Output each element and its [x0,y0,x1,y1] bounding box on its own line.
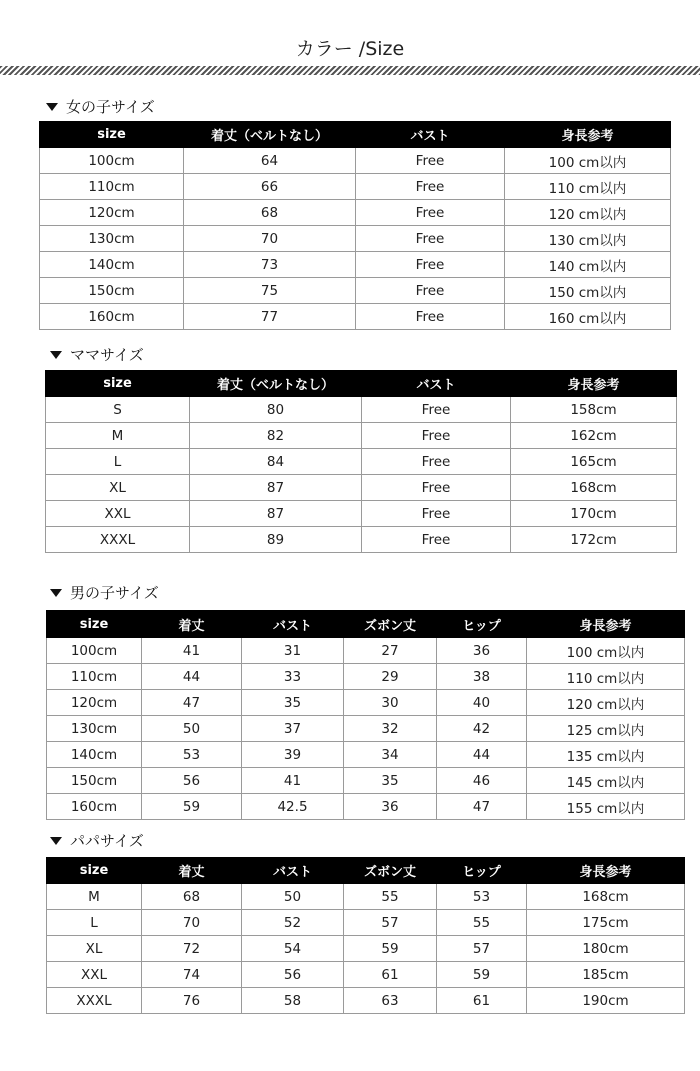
table-cell: 33 [242,664,344,690]
table-cell: 36 [344,794,437,820]
column-header: size [46,371,190,397]
table-cell: Free [362,397,511,423]
section-heading [50,582,159,603]
table-cell: 56 [242,962,344,988]
table-cell: 59 [437,962,527,988]
table-row [46,423,677,449]
triangle-down-icon [50,351,62,359]
table-cell: 160 cm以内 [505,304,671,330]
table-header-row [47,611,685,638]
column-header: 着丈 [142,858,242,884]
table-cell: 52 [242,910,344,936]
table-cell: 180cm [527,936,685,962]
triangle-down-icon [50,837,62,845]
table-cell: M [46,423,190,449]
table-cell: 100cm [47,638,142,664]
table-row [47,962,685,988]
table-cell: 50 [142,716,242,742]
table-row [40,304,671,330]
table-cell: 70 [142,910,242,936]
table-cell: 158cm [511,397,677,423]
table-cell: Free [356,304,505,330]
table-cell: 53 [142,742,242,768]
table-cell: 140cm [40,252,184,278]
table-cell: 87 [190,501,362,527]
table-cell: XXXL [47,988,142,1014]
table-cell: 55 [437,910,527,936]
table-cell: Free [356,252,505,278]
table-cell: 55 [344,884,437,910]
table-cell: S [46,397,190,423]
table-cell: 73 [184,252,356,278]
table-cell: 120 cm以内 [527,690,685,716]
table-row [40,148,671,174]
section-title: 女の子サイズ [66,98,155,116]
table-cell: 53 [437,884,527,910]
table-cell: 63 [344,988,437,1014]
table-cell: 70 [184,226,356,252]
table-row [40,252,671,278]
table-cell: 44 [142,664,242,690]
table-cell: 27 [344,638,437,664]
table-cell: 140 cm以内 [505,252,671,278]
table-cell: 110cm [47,664,142,690]
table-cell: Free [362,475,511,501]
table-cell: Free [362,527,511,553]
table-cell: 57 [344,910,437,936]
table-cell: 110cm [40,174,184,200]
table-cell: 36 [437,638,527,664]
table-cell: 120 cm以内 [505,200,671,226]
table-cell: 61 [437,988,527,1014]
table-cell: 41 [242,768,344,794]
table-cell: 87 [190,475,362,501]
table-cell: 130cm [47,716,142,742]
table-cell: 160cm [40,304,184,330]
table-cell: 185cm [527,962,685,988]
section-title: 男の子サイズ [70,584,159,602]
table-cell: 59 [344,936,437,962]
table-cell: Free [356,200,505,226]
table-row [40,226,671,252]
table-cell: XXL [46,501,190,527]
column-header: ヒップ [437,858,527,884]
section-heading [46,96,155,117]
table-row [47,794,685,820]
table-cell: 29 [344,664,437,690]
table-cell: 35 [344,768,437,794]
table-row [47,690,685,716]
size-table [39,121,671,330]
table-cell: Free [362,501,511,527]
column-header: size [47,858,142,884]
table-cell: 58 [242,988,344,1014]
table-cell: 42 [437,716,527,742]
column-header: バスト [242,611,344,638]
table-cell: Free [356,174,505,200]
section-title: パパサイズ [70,832,144,850]
table-cell: 120cm [47,690,142,716]
table-cell: 89 [190,527,362,553]
table-row [46,449,677,475]
table-header-row [40,122,671,148]
section-heading [50,344,144,365]
table-cell: 42.5 [242,794,344,820]
table-cell: 168cm [511,475,677,501]
column-header: ヒップ [437,611,527,638]
table-cell: 44 [437,742,527,768]
table-cell: 72 [142,936,242,962]
table-cell: XL [47,936,142,962]
table-cell: 57 [437,936,527,962]
table-cell: 35 [242,690,344,716]
table-cell: Free [362,423,511,449]
table-cell: 172cm [511,527,677,553]
column-header: バスト [242,858,344,884]
column-header: バスト [362,371,511,397]
table-cell: 56 [142,768,242,794]
table-cell: 40 [437,690,527,716]
column-header: ズボン丈 [344,858,437,884]
table-cell: XXXL [46,527,190,553]
table-cell: 64 [184,148,356,174]
striped-divider [0,66,700,75]
table-cell: M [47,884,142,910]
column-header: 着丈 [142,611,242,638]
table-row [47,638,685,664]
table-cell: 170cm [511,501,677,527]
table-cell: 165cm [511,449,677,475]
table-cell: 162cm [511,423,677,449]
table-cell: Free [356,148,505,174]
table-cell: 77 [184,304,356,330]
table-row [47,716,685,742]
table-cell: 160cm [47,794,142,820]
column-header: バスト [356,122,505,148]
table-cell: 80 [190,397,362,423]
table-cell: 140cm [47,742,142,768]
table-cell: 34 [344,742,437,768]
table-cell: 150cm [47,768,142,794]
table-cell: 84 [190,449,362,475]
size-table [46,857,685,1014]
table-cell: 110 cm以内 [527,664,685,690]
size-table [46,610,685,820]
column-header: size [47,611,142,638]
table-cell: 120cm [40,200,184,226]
table-cell: 155 cm以内 [527,794,685,820]
table-cell: L [46,449,190,475]
column-header: 身長参考 [511,371,677,397]
table-cell: Free [362,449,511,475]
column-header: 身長参考 [527,611,685,638]
table-cell: 150cm [40,278,184,304]
table-cell: 46 [437,768,527,794]
table-cell: 39 [242,742,344,768]
table-cell: 30 [344,690,437,716]
triangle-down-icon [46,103,58,111]
table-row [47,664,685,690]
section-heading [50,830,144,851]
table-cell: 74 [142,962,242,988]
table-cell: 130 cm以内 [505,226,671,252]
table-row [47,910,685,936]
table-row [47,988,685,1014]
table-row [40,200,671,226]
table-cell: 125 cm以内 [527,716,685,742]
page-title: カラー /Size [295,38,405,60]
column-header: ズボン丈 [344,611,437,638]
table-row [40,278,671,304]
table-cell: 66 [184,174,356,200]
column-header: 身長参考 [505,122,671,148]
table-cell: 100 cm以内 [527,638,685,664]
table-cell: 76 [142,988,242,1014]
table-row [46,527,677,553]
table-cell: 61 [344,962,437,988]
table-cell: Free [356,226,505,252]
table-cell: 100cm [40,148,184,174]
table-cell: XXL [47,962,142,988]
table-row [40,174,671,200]
table-cell: 38 [437,664,527,690]
column-header: 身長参考 [527,858,685,884]
table-cell: 68 [184,200,356,226]
table-cell: XL [46,475,190,501]
size-table [45,370,677,553]
table-cell: 190cm [527,988,685,1014]
table-row [47,884,685,910]
column-header: 着丈（ベルトなし） [184,122,356,148]
table-cell: 32 [344,716,437,742]
triangle-down-icon [50,589,62,597]
table-cell: 31 [242,638,344,664]
table-cell: 150 cm以内 [505,278,671,304]
table-cell: 145 cm以内 [527,768,685,794]
table-cell: 50 [242,884,344,910]
table-cell: 82 [190,423,362,449]
section-title: ママサイズ [70,346,144,364]
table-cell: 100 cm以内 [505,148,671,174]
table-cell: 47 [437,794,527,820]
table-row [47,936,685,962]
table-cell: L [47,910,142,936]
table-cell: 54 [242,936,344,962]
table-cell: 59 [142,794,242,820]
table-cell: 135 cm以内 [527,742,685,768]
table-header-row [47,858,685,884]
table-row [46,397,677,423]
table-row [46,475,677,501]
column-header: size [40,122,184,148]
table-cell: 110 cm以内 [505,174,671,200]
table-cell: Free [356,278,505,304]
table-row [46,501,677,527]
table-row [47,768,685,794]
table-header-row [46,371,677,397]
table-row [47,742,685,768]
table-cell: 168cm [527,884,685,910]
table-cell: 47 [142,690,242,716]
table-cell: 68 [142,884,242,910]
table-cell: 130cm [40,226,184,252]
table-cell: 41 [142,638,242,664]
table-cell: 175cm [527,910,685,936]
column-header: 着丈（ベルトなし） [190,371,362,397]
table-cell: 37 [242,716,344,742]
table-cell: 75 [184,278,356,304]
